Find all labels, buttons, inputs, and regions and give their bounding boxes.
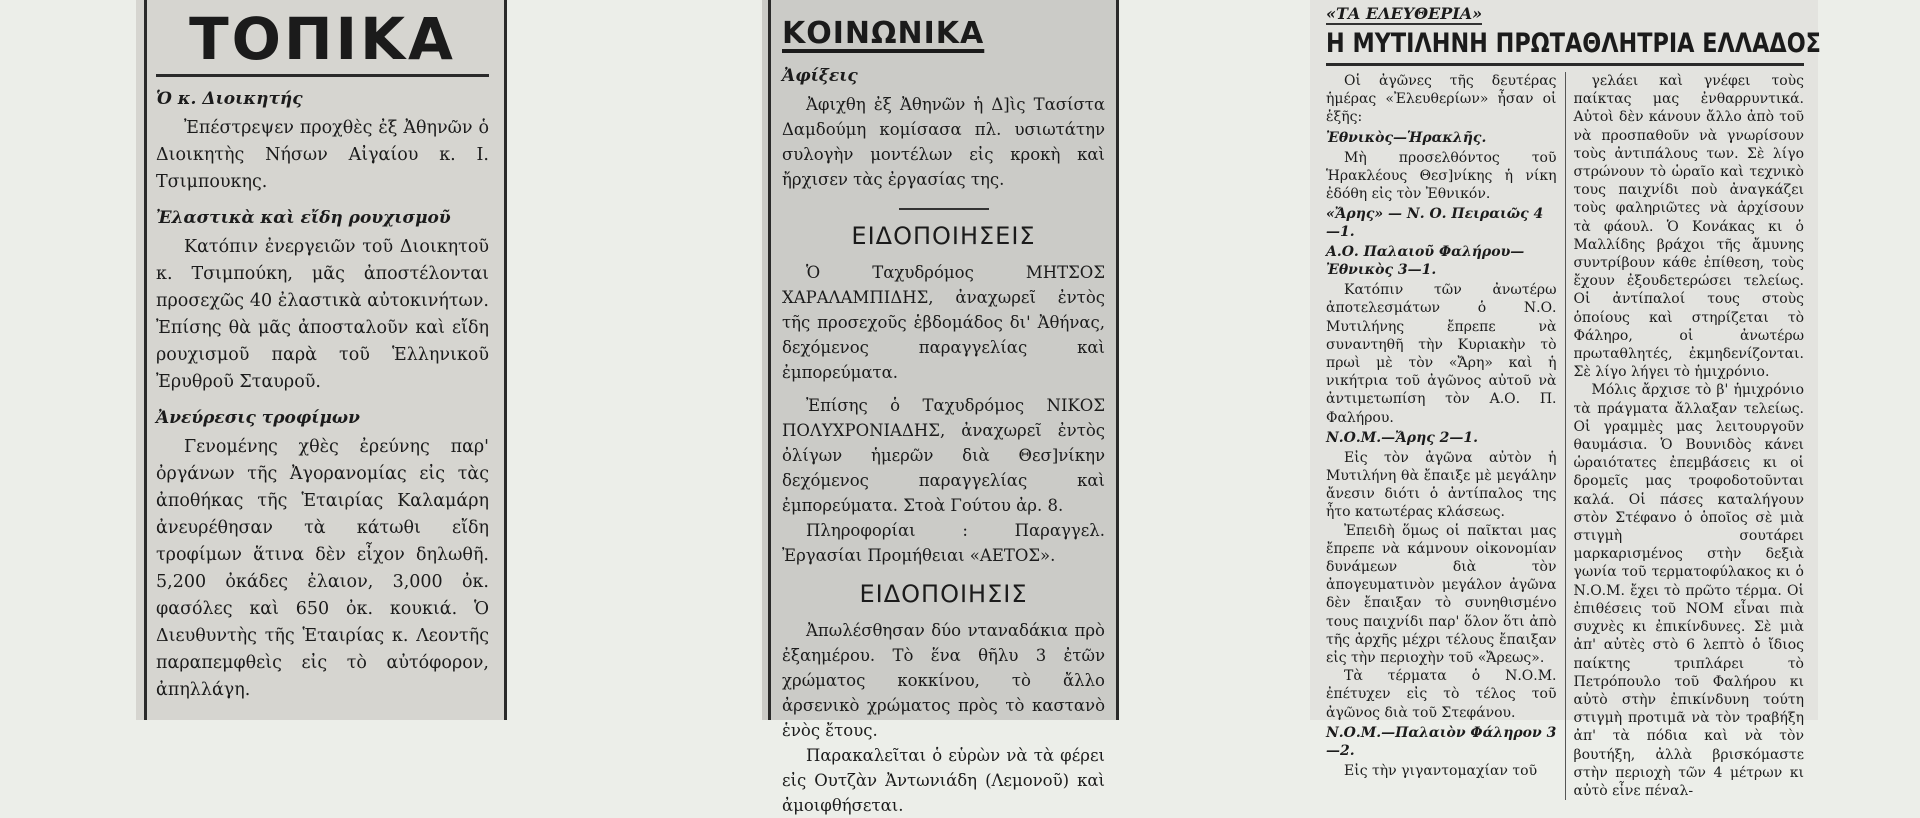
subhead-tires: Ἐλαστικὰ καὶ εἴδη ρουχισμοῦ <box>156 208 451 228</box>
article-paragraph: Οἱ ἀγῶνες τῆς δευτέρας ἡμέρας «Ἐλευθερίων» ἦσαν οἱ ἑξῆς: <box>1326 73 1557 126</box>
column-border-right <box>504 0 507 720</box>
notice-lost: Ἀπωλέσθησαν δύο νταναδάκια πρὸ ἐξαημέρου. Τὸ ἕνα θῆλυ 3 ἐτῶν χρώματος κοκκίνου, τὸ ἄλλο ἀρσενικὸ χρώματος πρὸς τὸ καστανὸ ἑνὸς ἔτους. <box>782 621 1105 740</box>
title-rule <box>156 74 489 77</box>
article-columns <box>1326 72 1804 800</box>
article-governor: Ἐπέστρεψεν προχθὲς ἐξ Ἀθηνῶν ὁ Διοικητὴς Νήσων Αἰγαίου κ. Ι. Τσιμπουκης. <box>156 118 489 192</box>
headline-rule <box>1326 63 1804 66</box>
article-paragraph: Εἰς τὴν γιγαντομαχίαν τοῦ <box>1344 762 1538 779</box>
divider <box>899 208 989 210</box>
column-divider <box>1565 72 1566 800</box>
clipping-koinonika <box>762 0 1119 815</box>
subhead-food: Ἀνεύρεσις τροφίμων <box>156 408 360 428</box>
article-arrivals: Ἀφιχθη ἐξ Ἀθηνῶν ἡ Δ]ὶς Τασίστα Δαμδούμη κομίσασα πλ. υσιωτάτην συλογὴν μοντέλων εἰς κροκὴ καὶ ἤρχισεν τὰς ἐργασίας της. <box>782 95 1105 189</box>
match-subhead: Ν.Ο.Μ.—Ἄρης 2—1. <box>1326 429 1478 446</box>
article-paragraph: γελάει καὶ γνέφει τοὺς παίκτας μας ἐνθαρρυντικά. Αὐτοὶ δὲν κάνουν ἄλλο ἀπὸ τοῦ νὰ προσπαθοῦν νὰ γνωρίσουν τοὺς ἀντιπάλους των. Σὲ λίγο στρώνουν τὸ ὡραῖο καὶ τεχνικὸ τους παιχνίδι ποὺ ἀναγκάζει τοὺς φαληριῶτες νὰ ἀρχίσουν τὰ φάουλ. Ὁ Κονάκας κι ὁ Μαλλίδης βράχοι τῆς ἄμυνης συντρίβουν κάθε ἐπίθεση, τοὺς ἔχουν ἐξουδετερώσει τελείως. Οἱ ἀντίπαλοί τους στοὺς ὁποίους καὶ στηρίζεται τὸ Φάληρο, οἱ ἀνωτέρω πρωταθλητές, ἐκμηδενίζονται. Σὲ λίγο λήγει τὸ ἡμιχρόνιο. <box>1573 73 1804 381</box>
notice-title: ΕΙΔΟΠΟΙΗΣΙΣ <box>859 580 1028 608</box>
article-paragraph: Μόλις ἄρχισε τὸ β' ἡμιχρόνιο τὰ πράγματα ἄλλαξαν τελείως. Οἱ γραμμὲς μας λειτουργοῦν θαυμάσια. Ὁ Βουνιδὸς κάνει ὡραιότατες ἐπεμβάσεις κι οἱ δρομεῖς μας τροφοδοτοῦνται καλά. Οἱ πάσες καταλήγουν στὸν Στέφανο ὁ ὁποῖος σὲ μιὰ στιγμὴ σουτάρει μαρκαρισμένος στὴν δεξιὰ γωνία τοῦ τερματοφύλακος κι ὁ Ν.Ο.Μ. ἔχει τὸ πρῶτο τέρμα. Οἱ ἐπιθέσεις τοῦ ΝΟΜ εἶναι πιὰ συχνὲς κι ἐπικίνδυνες. Σὲ μιὰ ἀπ' αὐτὲς στὸ 6 λεπτὸ ὁ ἴδιος παίκτης τριπλάρει τὸ Πετρόπουλο τοῦ Φαλήρου κι αὐτὸ στὴν ἐπικίνδυνη τούτη στιγμὴ προτιμᾶ νὰ τὸν τραβήξη ἀπ' τὰ πόδια καὶ νὰ τὸν βουτήξη, ἀλλὰ βρισκόμαστε στὴν περιοχὴ τῶν 4 μέτρων κι αὐτὸ εἶνε πέναλ- <box>1573 382 1804 799</box>
article-column-right <box>1574 72 1805 800</box>
article-tires: Κατόπιν ἐνεργειῶν τοῦ Διοικητοῦ κ. Τσιμπούκη, μᾶς ἀποστέλονται προσεχῶς 40 ἐλαστικὰ αὐτοκινήτων. Ἐπίσης θὰ μᾶς ἀποσταλοῦν καὶ εἴδη ρουχισμοῦ παρὰ τοῦ Ἑλληνικοῦ Ἐρυθροῦ Σταυροῦ. <box>156 237 489 392</box>
source-tag: «ΤΑ ΕΛΕΥΘΕΡΙΑ» <box>1326 4 1483 23</box>
article-paragraph: Ἐπειδὴ ὅμως οἱ παῖκται μας ἔπρεπε νὰ κάμνουν οἰκονομίαν δυνάμεων διὰ τὸν ἀπογευματινὸν μεγάλον ἀγῶνα δὲν ἔπαιξαν τὸ συνηθισμένο τους παιχνίδι παρ' ὅλον ὅτι ἀπὸ τῆς ἀρχῆς μέχρι τέλους ἔπαιξαν εἰς τὴν περιοχὴν τοῦ «Ἄρεως». <box>1326 522 1557 667</box>
article-paragraph: Μὴ προσελθόντος τοῦ Ἡρακλέους Θεσ]νίκης ἡ νίκη ἐδόθη εἰς τὸν Ἐθνικόν. <box>1326 149 1557 203</box>
match-subhead: Ἐθνικὸς—Ἡρακλῆς. <box>1326 129 1487 146</box>
article-food: Γενομένης χθὲς ἐρεύνης παρ' ὀργάνων τῆς Ἀγορανομίας εἰς τὰς ἀποθήκας τῆς Ἑταιρίας Καλαμάρη ἀνευρέθησαν τὰ κάτωθι εἴδη τροφίμων ἅτινα δὲν εἶχον δηλωθῆ. 5,200 ὀκάδες ἐλαιον, 3,000 ὀκ. φασόλες καὶ 650 ὀκ. κουκιά. Ὁ Διευθυντὴς τῆς Ἑταιρίας κ. Λεοντῆς παραπεμφθεὶς εἰς τὸ αὐτόφορον, ἀπηλλάγη. <box>156 437 489 700</box>
subhead-arrivals: Ἀφίξεις <box>782 66 858 86</box>
headline: Η ΜΥΤΙΛΗΝΗ ΠΡΩΤΑΘΛΗΤΡΙΑ ΕΛΛΑΔΟΣ <box>1326 28 1821 59</box>
column-border-right <box>1116 0 1119 720</box>
match-subhead: «Ἄρης» — Ν. Ο. Πειραιῶς 4—1. <box>1326 206 1544 241</box>
notice-info: Πληροφορίαι : Παραγγελ. Ἐργασίαι Προμήθειαι «ΑΕΤΟΣ». <box>782 521 1105 565</box>
clipping-topika <box>136 0 507 720</box>
notice-postman-1: Ὁ Ταχυδρόμος ΜΗΤΣΟΣ ΧΑΡΑΛΑΜΠΙΔΗΣ, ἀναχωρεῖ ἐντὸς τῆς προσεχοῦς ἑβδομάδος δι' Ἀθήνας, δεχόμενος παραγγελίας καὶ ἐμπορεύματα. <box>782 263 1105 382</box>
section-title: ΚΟΙΝΩΝΙΚΑ <box>782 16 985 51</box>
article-paragraph: Τὰ τέρματα ὁ Ν.Ο.Μ. ἐπέτυχεν εἰς τὸ τέλος τοῦ ἀγῶνος διὰ τοῦ Στεφάνου. <box>1326 668 1557 721</box>
clipping-sports <box>1310 0 1821 799</box>
article-paragraph: Εἰς τὸν ἀγῶνα αὐτὸν ἡ Μυτιλήνη θὰ ἔπαιξε μὲ μεγάλην ἄνεσιν διότι ὁ ἀντίπαλος της ἦτο κατωτέρας κλάσεως. <box>1326 449 1557 521</box>
section-title: ΤΟΠΙΚΑ <box>189 5 456 73</box>
column-border-left <box>144 0 147 720</box>
match-subhead: Ν.Ο.Μ.—Παλαιὸν Φάληρον 3—2. <box>1326 724 1557 759</box>
subhead-governor: Ὁ κ. Διοικητής <box>156 89 303 109</box>
match-subhead: Α.Ο. Παλαιοῦ Φαλήρου—Ἐθνικὸς 3—1. <box>1326 244 1525 279</box>
article-column-left <box>1326 72 1557 800</box>
column-border-left <box>768 0 771 720</box>
notice-postman-2: Ἐπίσης ὁ Ταχυδρόμος ΝΙΚΟΣ ΠΟΛΥΧΡΟΝΙΑΔΗΣ, ἀναχωρεῖ ἐντὸς ὀλίγων ἡμερῶν διὰ Θεσ]νίκην δεχόμενος παραγγελίας καὶ ἐμπορεύματα. Στοὰ Γούτου ἀρ. 8. <box>782 396 1105 515</box>
article-paragraph: Κατόπιν τῶν ἀνωτέρω ἀποτελεσμάτων ὁ Ν.Ο. Μυτιλήνης ἔπρεπε νὰ συναντηθῆ τὴν Κυριακὴν τὸ πρωὶ μὲ τὸν «Ἄρη» καὶ ἡ νικήτρια τοῦ ἀγῶνος αὐτοῦ νὰ ἀντιμετωπίση τὸν Α.Ο. Π. Φαλήρου. <box>1326 282 1557 426</box>
notices-title: ΕΙΔΟΠΟΙΗΣΕΙΣ <box>851 222 1036 250</box>
notice-return: Παρακαλεῖται ὁ εὑρὼν νὰ τὰ φέρει εἰς Ουτζὰν Ἀντωνιάδη (Λεμονοῦ) καὶ ἀμοιφθήσεται. <box>782 746 1105 815</box>
